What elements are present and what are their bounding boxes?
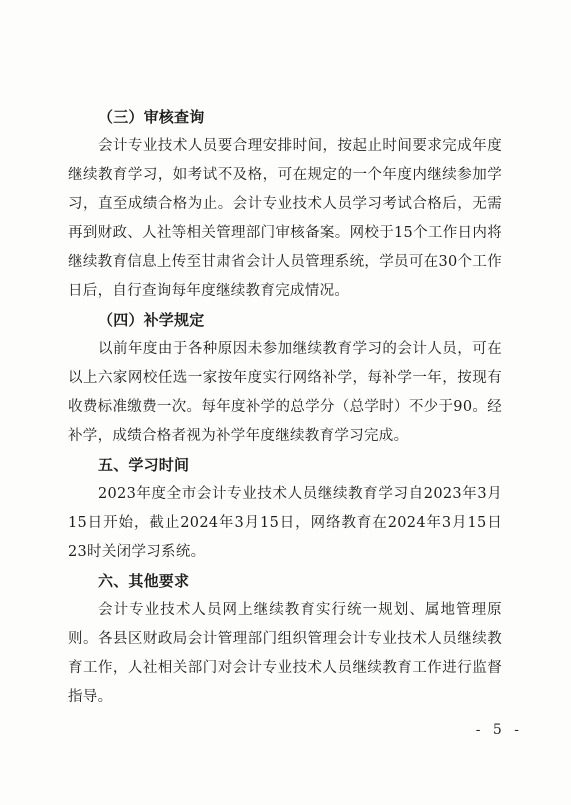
document-body xyxy=(68,103,502,712)
section-heading-review: （三）审核查询 xyxy=(98,108,205,126)
section-paragraph-makeup: 以前年度由于各种原因未参加继续教育学习的会计人员，可在以上六家网校任选一家按年度实行网络补学，每补学一年，按现有收费标准缴费一次。每年度补学的总学分（总学时）不少于90。经补学，成绩合格者视为补学年度继续教育学习完成。 xyxy=(68,341,502,444)
section-paragraph-study-time: 2023年度全市会计专业技术人员继续教育学习自2023年3月15日开始，截止2024年3月15日，网络教育在2024年3月15日23时关闭学习系统。 xyxy=(68,486,502,560)
section-paragraph-review: 会计专业技术人员要合理安排时间，按起止时间要求完成年度继续教育学习，如考试不及格，可在规定的一个年度内继续参加学习，直至成绩合格为止。会计专业技术人员学习考试合格后，无需再到财政、人社等相关管理部门审核备案。网校于15个工作日内将继续教育信息上传至甘肃省会计人员管理系统，学员可在30个工作日后，自行查询每年度继续教育完成情况。 xyxy=(68,138,502,299)
section-heading-other-requirements: 六、其他要求 xyxy=(98,572,190,590)
page-number: - 5 - xyxy=(475,722,523,738)
section-heading-makeup: （四）补学规定 xyxy=(98,311,205,329)
section-heading-study-time: 五、学习时间 xyxy=(98,456,190,474)
section-paragraph-other-requirements: 会计专业技术人员网上继续教育实行统一规划、属地管理原则。各县区财政局会计管理部门组织管理会计专业技术人员继续教育工作，人社相关部门对会计专业技术人员继续教育工作进行监督指导。 xyxy=(68,602,502,705)
